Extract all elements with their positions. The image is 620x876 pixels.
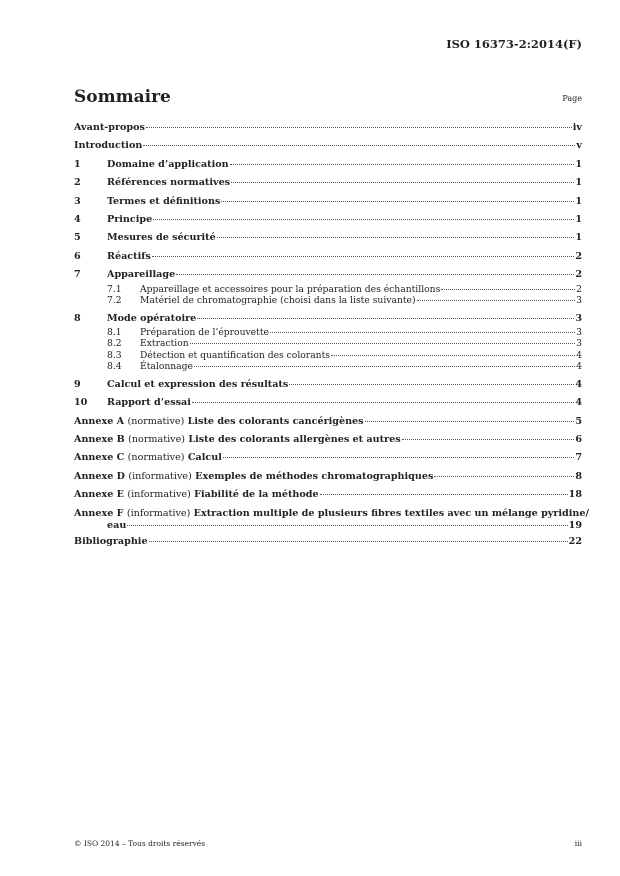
toc-subentry-8-3[interactable] <box>74 350 582 362</box>
dot-leader <box>417 300 576 301</box>
dot-leader <box>153 219 574 220</box>
dot-leader <box>270 332 575 333</box>
annex-kind: (informative) <box>128 470 192 482</box>
annex-title: Liste des colorants allergènes et autres <box>188 434 401 446</box>
annex-label: Annexe C <box>74 452 125 464</box>
dot-leader <box>331 355 575 356</box>
annex-title: Exemples de méthodes chromatographiques <box>195 470 434 482</box>
toc-entry-bibliographie[interactable] <box>74 536 582 554</box>
toc-entry-page: 4 <box>575 378 582 390</box>
toc-entry-page: 2 <box>575 250 582 262</box>
toc-entry-page: 2 <box>576 283 582 295</box>
toc-entry-title: Introduction <box>74 140 143 152</box>
toc-entry-page: 18 <box>568 489 582 501</box>
toc-entry-1[interactable] <box>74 159 582 177</box>
toc-entry-page: 4 <box>576 361 582 373</box>
annex-label: Annexe D <box>74 470 125 482</box>
toc-entry-page: 19 <box>568 519 582 531</box>
toc-entry-page: 5 <box>575 415 582 427</box>
dot-leader <box>231 182 574 183</box>
toc-entry-page: 7 <box>575 452 582 464</box>
annex-title: Fiabilité de la méthode <box>194 489 319 501</box>
toc-entry-title <box>74 452 222 463</box>
annex-title-continuation: eau <box>107 519 127 531</box>
table-of-contents <box>74 122 589 554</box>
toc-entry-title <box>74 507 589 520</box>
toc-entry-number: 5 <box>74 232 81 244</box>
annex-title: Calcul <box>187 452 222 464</box>
dot-leader <box>143 145 575 146</box>
toc-entry-number: 7.2 <box>107 295 122 307</box>
toc-entry-title <box>74 434 401 445</box>
dot-leader <box>223 457 574 458</box>
toc-entry-title: Bibliographie <box>74 535 148 547</box>
annex-label: Annexe F <box>74 507 124 519</box>
toc-entry-page: 1 <box>575 158 582 170</box>
toc-entry-number: 2 <box>74 177 81 189</box>
annex-label: Annexe E <box>74 489 124 501</box>
footer-copyright: © ISO 2014 – Tous droits réservés <box>74 839 206 848</box>
toc-heading: Sommaire <box>74 87 171 107</box>
toc-entry-number: 8.2 <box>107 338 122 350</box>
dot-leader <box>217 237 575 238</box>
toc-annex-f[interactable] <box>74 507 589 536</box>
toc-entry-number: 6 <box>74 250 81 262</box>
dot-leader <box>320 494 568 495</box>
toc-subentry-7-1[interactable] <box>74 284 582 296</box>
annex-kind: (normative) <box>127 415 185 427</box>
dot-leader <box>197 318 574 319</box>
dot-leader <box>230 164 575 165</box>
toc-entry-page: 1 <box>575 177 582 189</box>
toc-entry-page: 4 <box>575 397 582 409</box>
toc-entry-number: 8.4 <box>107 361 122 373</box>
toc-entry-number: 8 <box>74 312 81 324</box>
dot-leader <box>149 541 568 542</box>
toc-entry-title: Mesures de sécurité <box>107 232 216 244</box>
annex-kind: (normative) <box>128 434 185 446</box>
toc-entry-number: 7 <box>74 269 81 281</box>
toc-entry-title: Calcul et expression des résultats <box>107 378 289 390</box>
dot-leader <box>289 384 574 385</box>
toc-entry-number: 1 <box>74 158 81 170</box>
annex-title: Extraction multiple de plusieurs fibres textiles avec un mélange pyridine/ <box>193 507 589 519</box>
toc-entry-title: Préparation de l’éprouvette <box>140 326 269 338</box>
annex-kind: (informative) <box>127 489 191 501</box>
dot-leader <box>402 439 575 440</box>
dot-leader <box>365 421 575 422</box>
toc-entry-title: Réactifs <box>107 250 151 262</box>
toc-annex-d[interactable] <box>74 471 582 489</box>
toc-entry-title <box>74 489 319 500</box>
toc-entry-number: 4 <box>74 213 81 225</box>
toc-entry-number: 8.1 <box>107 326 122 338</box>
dot-leader <box>441 289 575 290</box>
toc-entry-title <box>74 416 364 427</box>
toc-entry-page: 1 <box>575 195 582 207</box>
annex-title: Liste des colorants cancérigènes <box>187 415 364 427</box>
toc-entry-title <box>74 471 433 482</box>
annex-kind: (informative) <box>126 507 191 519</box>
toc-entry-number: 7.1 <box>107 283 122 295</box>
toc-entry-title: Avant-propos <box>74 122 145 133</box>
toc-entry-page: 1 <box>575 213 582 225</box>
toc-subentry-8-4[interactable] <box>74 361 582 373</box>
annex-label: Annexe A <box>74 415 125 427</box>
toc-entry-4[interactable] <box>74 214 582 232</box>
toc-entry-title: Détection et quantification des colorants <box>140 349 330 361</box>
toc-entry-number: 3 <box>74 195 81 207</box>
toc-entry-title: Extraction <box>140 338 189 350</box>
dot-leader <box>146 127 572 128</box>
toc-entry-title: Étalonnage <box>140 361 193 373</box>
toc-entry-title: Rapport d’essai <box>107 397 191 409</box>
toc-annex-b[interactable] <box>74 434 582 452</box>
toc-entry-page: 3 <box>575 312 582 324</box>
toc-entry-3[interactable] <box>74 196 582 214</box>
toc-entry-title: Domaine d’application <box>107 158 229 170</box>
toc-entry-title: Appareillage <box>107 269 176 281</box>
toc-entry-introduction[interactable] <box>74 140 582 158</box>
annex-kind: (normative) <box>127 452 185 464</box>
toc-entry-continuation <box>74 520 582 532</box>
toc-entry-page: iv <box>572 122 582 133</box>
toc-entry-number: 9 <box>74 378 81 390</box>
annex-label: Annexe B <box>74 434 125 446</box>
dot-leader <box>152 256 575 257</box>
toc-entry-page: 3 <box>576 338 582 350</box>
dot-leader <box>221 201 574 202</box>
toc-entry-9[interactable] <box>74 379 582 397</box>
toc-entry-page: 6 <box>575 434 582 446</box>
toc-entry-2[interactable] <box>74 177 582 195</box>
toc-entry-page: 3 <box>576 326 582 338</box>
toc-entry-avant-propos[interactable] <box>74 122 582 140</box>
toc-entry-title: Appareillage et accessoires pour la préparation des échantillons <box>140 283 441 295</box>
toc-entry-page: 2 <box>575 269 582 281</box>
toc-entry-title: Références normatives <box>107 177 231 189</box>
toc-subentry-8-1[interactable] <box>74 327 582 339</box>
dot-leader <box>194 366 575 367</box>
toc-entry-title: Mode opératoire <box>107 312 197 324</box>
toc-entry-number: 8.3 <box>107 349 122 361</box>
dot-leader <box>190 343 575 344</box>
toc-entry-number: 10 <box>74 397 88 409</box>
toc-annex-c[interactable] <box>74 452 582 470</box>
toc-subentry-7-2[interactable] <box>74 295 582 307</box>
toc-annex-a[interactable] <box>74 416 582 434</box>
toc-entry-page: v <box>576 140 582 152</box>
toc-entry-10[interactable] <box>74 397 582 415</box>
toc-entry-page: 3 <box>576 295 582 307</box>
toc-entry-title: Termes et définitions <box>107 195 221 207</box>
footer-page-number: iii <box>574 839 582 848</box>
dot-leader <box>127 525 567 526</box>
toc-entry-5[interactable] <box>74 232 582 250</box>
dot-leader <box>434 476 574 477</box>
dot-leader <box>176 274 574 275</box>
toc-entry-6[interactable] <box>74 251 582 269</box>
toc-subentry-8-2[interactable] <box>74 338 582 350</box>
page-column-label: Page <box>562 94 582 103</box>
document-id: ISO 16373-2:2014(F) <box>446 37 582 51</box>
toc-entry-title: Matériel de chromatographie (choisi dans la liste suivante) <box>140 295 416 307</box>
toc-entry-page: 22 <box>568 535 582 547</box>
toc-entry-page: 8 <box>575 470 582 482</box>
toc-entry-page: 1 <box>575 232 582 244</box>
toc-annex-e[interactable] <box>74 489 582 507</box>
toc-entry-page: 4 <box>576 349 582 361</box>
toc-entry-title: Principe <box>107 213 153 225</box>
dot-leader <box>192 402 574 403</box>
